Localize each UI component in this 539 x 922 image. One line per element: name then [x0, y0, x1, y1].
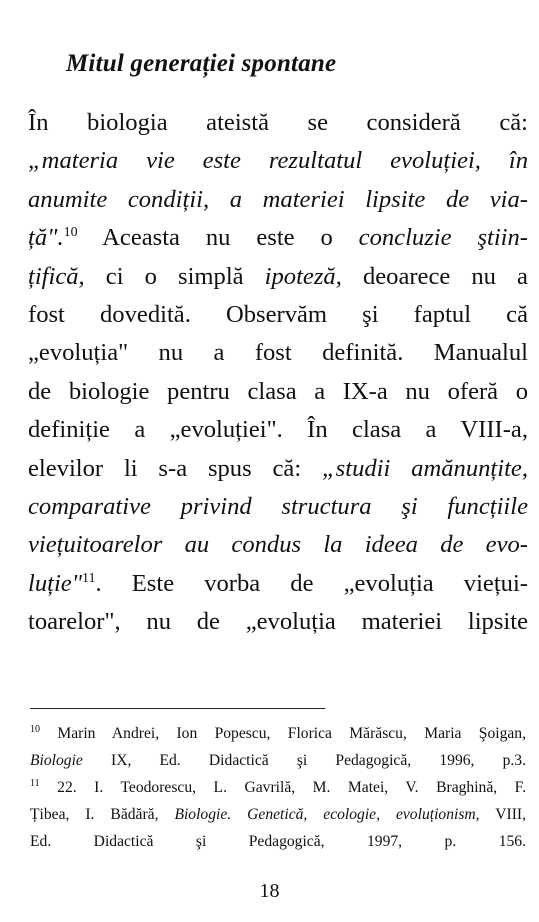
- footnote-line: [30, 801, 526, 828]
- text-run: fost dovedită. Observăm şi faptul că: [28, 301, 528, 329]
- footnote-separator: [30, 708, 325, 709]
- text-run: „evoluția" nu a fost definită. Manualul: [28, 339, 528, 367]
- text-run: IX, Ed. Didactică şi Pedagogică, 1996, p.3.: [82, 752, 526, 769]
- text-run: „studii amănunțite,: [322, 454, 528, 482]
- text-run: deoarece nu a: [341, 262, 528, 290]
- footnotes: [30, 720, 526, 855]
- body-line: [28, 181, 528, 219]
- body-line: [28, 411, 528, 449]
- text-run: VIII,: [479, 806, 526, 823]
- body-line: [28, 104, 528, 142]
- text-run: luție": [28, 569, 83, 597]
- footnote-marker: 11: [82, 570, 96, 586]
- text-run: Biologie. Genetică, ecologie, evoluționism,: [174, 806, 480, 823]
- text-run: toarelor", nu de „evoluția materiei lipsite: [28, 608, 528, 636]
- text-run: În biologia ateistă se consideră că:: [28, 109, 528, 136]
- text-run: Ed. Didactică şi Pedagogică, 1997, p. 156.: [30, 833, 526, 850]
- body-line: [28, 373, 528, 411]
- text-run: anumite condiții, a materiei lipsite de via-: [28, 185, 528, 213]
- body-line: [28, 450, 528, 488]
- text-run: elevilor li s-a spus că:: [28, 454, 322, 482]
- text-run: Țibea, I. Bădără,: [30, 806, 175, 823]
- footnote-line: [30, 747, 526, 774]
- body-line: [28, 603, 528, 641]
- text-run: Marin Andrei, Ion Popescu, Florica Mărăscu, Maria Şoigan,: [40, 725, 526, 742]
- body-line: [28, 142, 528, 180]
- text-run: ță".: [28, 224, 64, 252]
- footnote-line: [30, 774, 526, 801]
- footnote-line: [30, 828, 526, 855]
- footnote-marker: 10: [63, 225, 78, 241]
- text-run: ipoteză,: [264, 262, 342, 290]
- text-run: Biologie: [30, 752, 83, 769]
- body-line: [28, 526, 528, 564]
- text-run: . Este vorba de „evoluția viețui-: [95, 569, 528, 597]
- body-line: [28, 565, 528, 603]
- text-run: comparative privind structura şi funcțiile: [28, 493, 528, 521]
- body-line: [28, 334, 528, 372]
- text-run: viețuitoarelor au condus la ideea de evo-: [28, 531, 528, 559]
- body-line: [28, 258, 528, 296]
- text-run: de biologie pentru clasa a IX-a nu oferă o: [28, 377, 528, 405]
- text-run: concluzie ştiin-: [358, 224, 528, 252]
- text-run: Aceasta nu este o: [77, 224, 359, 252]
- body-line: [28, 296, 528, 334]
- footnote-line: [30, 720, 526, 747]
- text-run: definiție a „evoluției". În clasa a VIII-a,: [28, 416, 528, 444]
- text-run: „materia vie este rezultatul evoluției, în: [28, 147, 528, 175]
- body-line: [28, 488, 528, 526]
- chapter-title: Mitul generației spontane: [66, 50, 337, 77]
- footnote-marker: 11: [30, 777, 40, 789]
- body-line: [28, 219, 528, 257]
- page-number: 18: [259, 880, 280, 902]
- text-run: ci o simplă: [84, 262, 265, 290]
- text-run: țifică,: [28, 262, 85, 290]
- body-text: [28, 104, 528, 642]
- footnote-marker: 10: [30, 723, 40, 735]
- text-run: 22. I. Teodorescu, L. Gavrilă, M. Matei, V. Braghină, F.: [39, 779, 526, 796]
